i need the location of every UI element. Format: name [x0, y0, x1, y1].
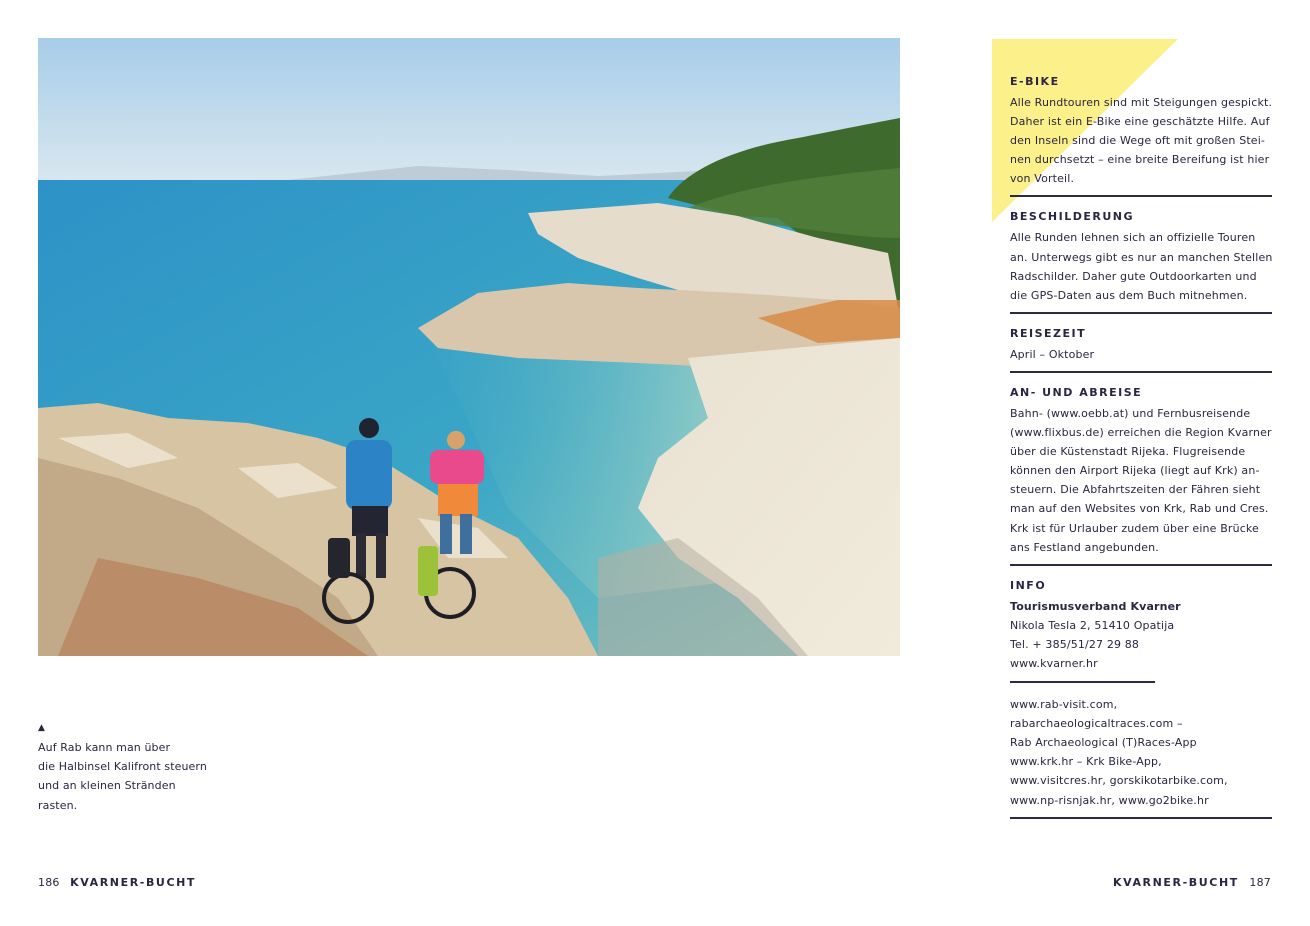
section-arrival — [1010, 385, 1272, 566]
folio-left — [38, 876, 196, 889]
address-line: Nikola Tesla 2, 51410 Opatija — [1010, 618, 1175, 632]
section-text-line: Krk ist für Urlauber zudem über eine Brücke — [1010, 521, 1259, 535]
section-heading: INFO — [1010, 578, 1047, 592]
page-number-left: 186 — [38, 876, 60, 889]
section-text-line: von Vorteil. — [1010, 172, 1075, 186]
section-text-line: Bahn- (www.oebb.at) und Fernbusreisende — [1010, 406, 1251, 420]
section-travel-time — [1010, 326, 1272, 373]
link-line[interactable]: rabarchaeologicaltraces.com – — [1010, 717, 1183, 731]
section-text-line: Radschilder. Daher gute Outdoorkarten und — [1010, 269, 1257, 283]
caption-line: rasten. — [38, 798, 78, 812]
info-column — [1010, 74, 1272, 819]
section-text-line: (www.flixbus.de) erreichen die Region Kvarner — [1010, 426, 1272, 440]
short-divider — [1010, 681, 1155, 683]
section-text-line: die GPS-Daten aus dem Buch mitnehmen. — [1010, 288, 1248, 302]
section-text-line: April – Oktober — [1010, 347, 1095, 361]
link-line[interactable]: www.np-risnjak.hr, www.go2bike.hr — [1010, 793, 1209, 807]
link-line: Rab Archaeological (T)Races-App — [1010, 736, 1197, 750]
links-block — [1010, 695, 1272, 819]
caption-up-arrow-icon: ▲ — [38, 723, 46, 733]
running-head-right: KVARNER-BUCHT — [1112, 876, 1239, 889]
section-text-line: an. Unterwegs gibt es nur an manchen Stellen — [1010, 250, 1273, 264]
photo-caption — [38, 722, 238, 815]
section-text-line: können den Airport Rijeka (liegt auf Krk) an- — [1010, 464, 1260, 478]
organization-name: Tourismusverband Kvarner — [1010, 599, 1181, 613]
section-signage — [1010, 209, 1272, 313]
link-line[interactable]: www.krk.hr – Krk Bike-App, — [1010, 755, 1162, 769]
section-text-line: nen durchsetzt – eine breite Bereifung ist hier — [1010, 153, 1270, 167]
section-heading: AN- UND ABREISE — [1010, 385, 1143, 399]
coastal-photo — [38, 38, 900, 656]
section-text-line: steuern. Die Abfahrtszeiten der Fähren sieht — [1010, 483, 1261, 497]
section-text-line: den Inseln sind die Wege oft mit großen Stei- — [1010, 134, 1266, 148]
caption-line: die Halbinsel Kalifront steuern — [38, 760, 207, 774]
caption-line: und an kleinen Stränden — [38, 779, 176, 793]
section-heading: E-BIKE — [1010, 75, 1060, 88]
section-text-line: über die Küstenstadt Rijeka. Flugreisende — [1010, 445, 1246, 459]
link-line[interactable]: www.rab-visit.com, — [1010, 698, 1118, 712]
section-ebike — [1010, 74, 1272, 197]
link-line[interactable]: www.visitcres.hr, gorskikotarbike.com, — [1010, 774, 1228, 788]
section-text-line: man auf den Websites von Krk, Rab und Cres. — [1010, 502, 1269, 516]
running-head-left: KVARNER-BUCHT — [70, 876, 197, 889]
folio-right — [1113, 876, 1271, 889]
section-info — [1010, 578, 1272, 673]
caption-line: Auf Rab kann man über — [38, 741, 171, 754]
section-text-line: ans Festland angebunden. — [1010, 540, 1159, 554]
website-link[interactable]: www.kvarner.hr — [1010, 656, 1098, 670]
page-number-right: 187 — [1249, 876, 1271, 889]
section-heading: BESCHILDERUNG — [1010, 210, 1134, 224]
section-heading: REISEZEIT — [1010, 326, 1087, 340]
section-text-line: Alle Rundtouren sind mit Steigungen gespickt. — [1010, 96, 1273, 109]
phone-line: Tel. + 385/51/27 29 88 — [1010, 637, 1140, 651]
section-text-line: Alle Runden lehnen sich an offizielle Touren — [1010, 231, 1256, 245]
section-text-line: Daher ist ein E-Bike eine geschätzte Hilfe. Auf — [1010, 115, 1270, 129]
